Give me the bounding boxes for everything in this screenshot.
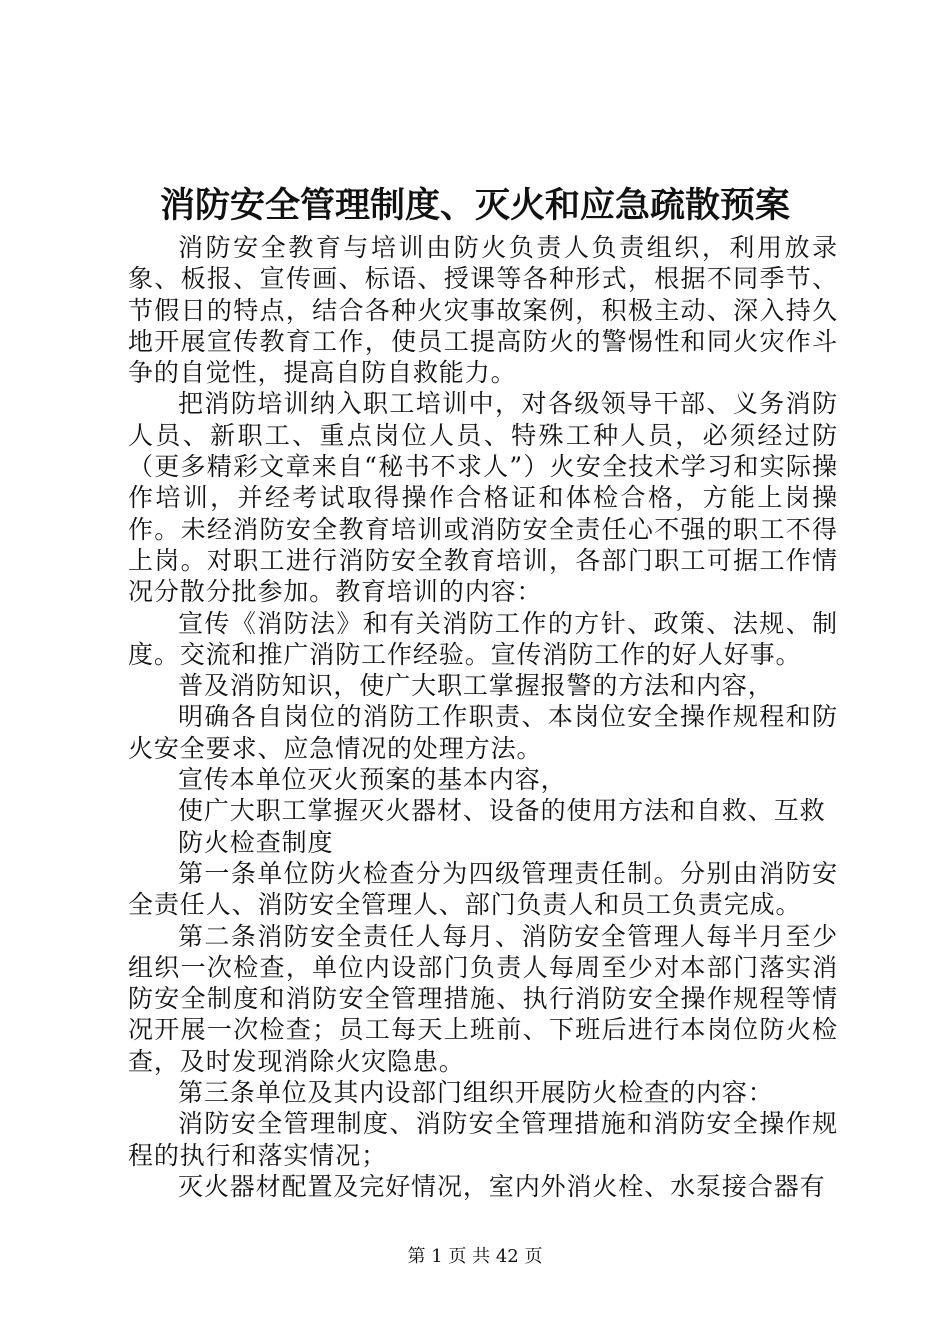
paragraph-job-duties: 明确各自岗位的消防工作职责、本岗位安全操作规程和防火安全要求、应急情况的处理方法。 — [128, 702, 838, 763]
paragraph-training: 把消防培训纳入职工培训中，对各级领导干部、义务消防人员、新职工、重点岗位人员、特殊工种人员，必须经过防（更多精彩文章来自“秘书不求人”）火安全技术学习和实际操作培训，并经考试取得操作合格证和体检合格，方能上岗操作。未经消防安全教育培训或消防安全责任心不强的职工不得上岗。对职工进行消防安全教育培训，各部门职工可据工作情况分散分批参加。教育培训的内容： — [128, 389, 838, 607]
paragraph-popularize-knowledge: 普及消防知识，使广大职工掌握报警的方法和内容， — [178, 671, 774, 701]
document-body — [128, 232, 838, 1202]
page-number-footer: 第 1 页 共 42 页 — [407, 1246, 543, 1267]
paragraph-fire-plan: 宣传本单位灭火预案的基本内容， — [178, 765, 567, 795]
section-heading-inspection: 防火检查制度 — [178, 827, 334, 857]
paragraph-article-1: 第一条单位防火检查分为四级管理责任制。分别由消防安全责任人、消防安全管理人、部门负责人和员工负责完成。 — [128, 858, 838, 920]
paragraph-inspection-item-2: 灭火器材配置及完好情况，室内外消火栓、水泵接合器有 — [178, 1171, 826, 1201]
paragraph-education-intro: 消防安全教育与培训由防火负责人负责组织，利用放录象、板报、宣传画、标语、授课等各种形式，根据不同季节、节假日的特点，结合各种火灾事故案例，积极主动、深入持久地开展宣传教育工作，使员工提高防火的警惕性和同火灾作斗争的自觉性，提高自防自救能力。 — [128, 233, 838, 388]
paragraph-article-2: 第二条消防安全责任人每月、消防安全管理人每半月至少组织一次检查，单位内设部门负责人每周至少对本部门落实消防安全制度和消防安全管理措施、执行消防安全操作规程等情况开展一次检查；员工每天上班前、下班后进行本岗位防火检查，及时发现消除火灾隐患。 — [128, 921, 838, 1076]
paragraph-publicize-law: 宣传《消防法》和有关消防工作的方针、政策、法规、制度。交流和推广消防工作经验。宣传消防工作的好人好事。 — [128, 608, 838, 669]
paragraph-inspection-item-1: 消防安全管理制度、消防安全管理措施和消防安全操作规程的执行和落实情况； — [128, 1109, 838, 1170]
paragraph-article-3: 第三条单位及其内设部门组织开展防火检查的内容： — [178, 1078, 774, 1108]
paragraph-equipment-use: 使广大职工掌握灭火器材、设备的使用方法和自救、互救 — [178, 796, 826, 826]
document-title: 消防安全管理制度、灭火和应急疏散预案 — [159, 186, 790, 226]
